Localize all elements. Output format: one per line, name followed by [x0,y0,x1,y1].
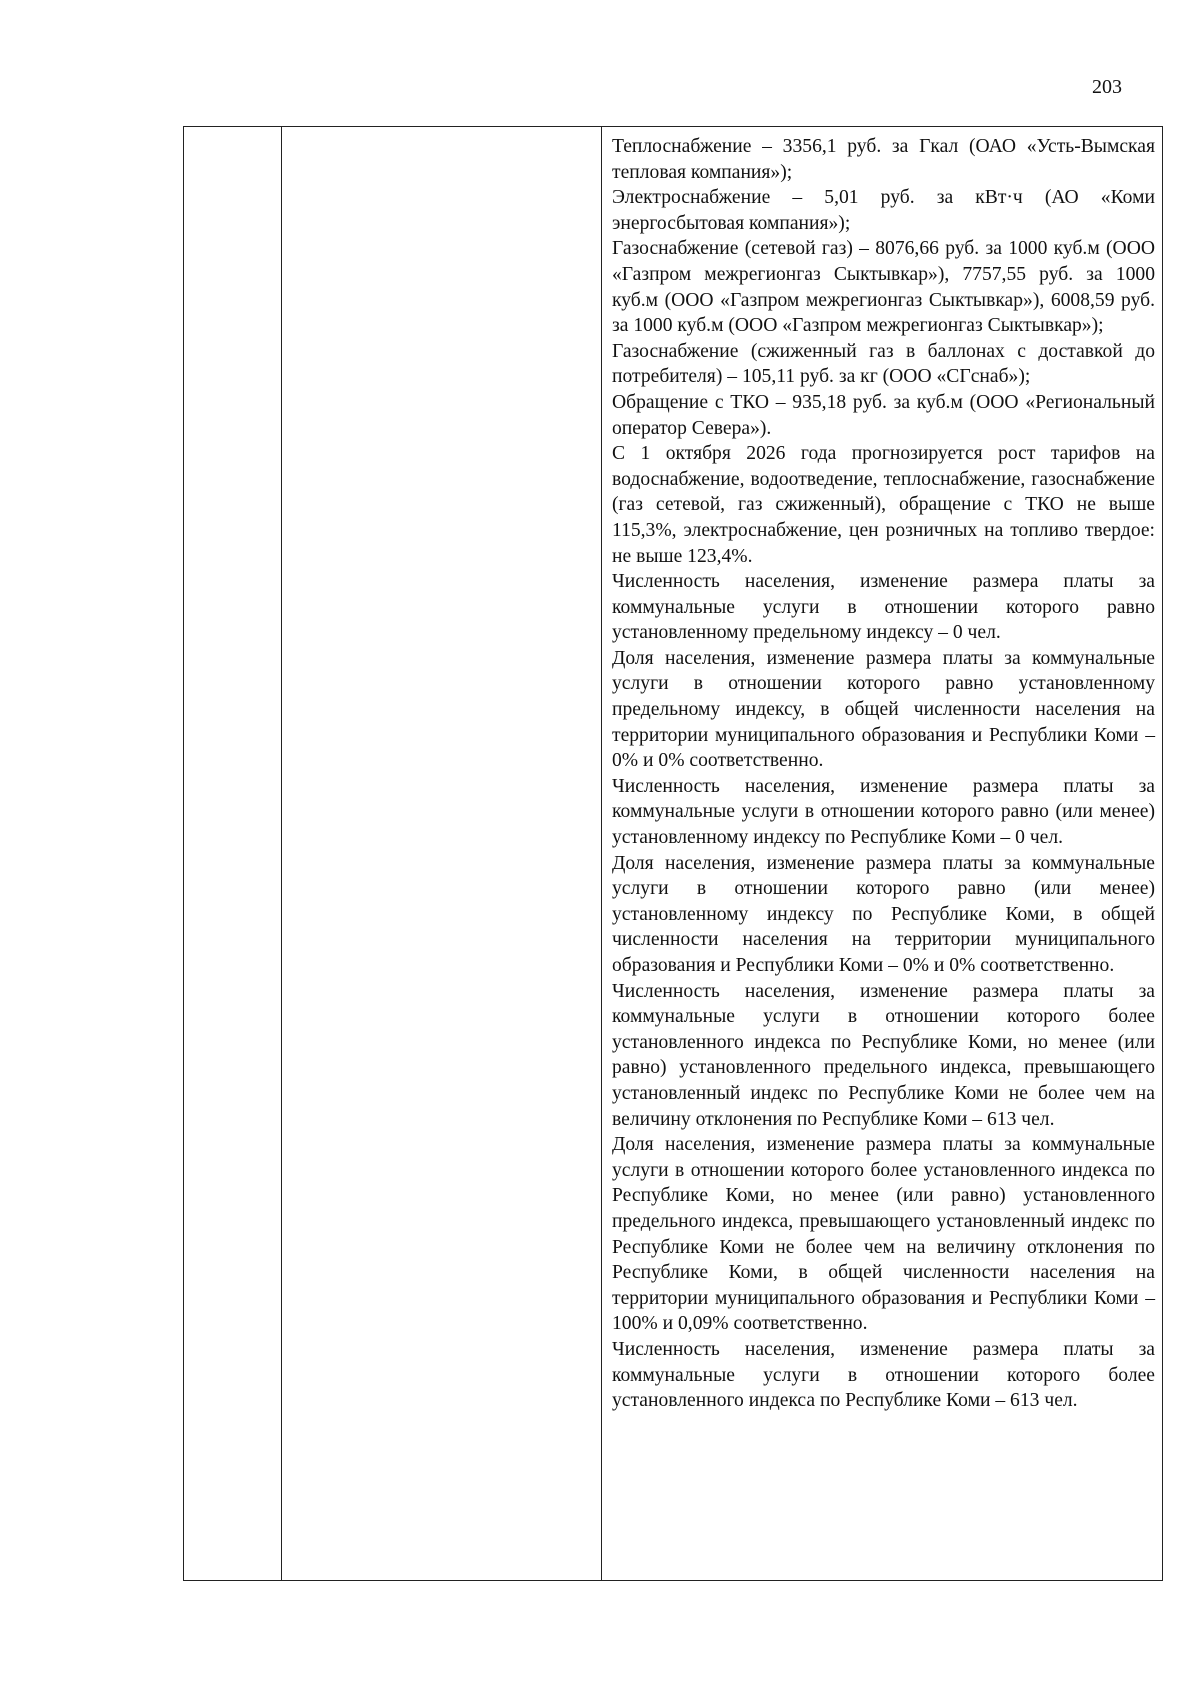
table-cell-description [602,127,1163,1581]
cell-number-text [184,127,281,134]
cell-indicator-text [282,127,601,134]
description-content [602,127,1162,1414]
document-table [183,126,1163,1581]
table-cell-number [184,127,282,1581]
paragraph-network-gas-supply: Газоснабжение (сетевой газ) – 8076,66 руб. за 1000 куб.м (ООО «Газпром межрегионгаз Сыктывкар»), 7757,55 руб. за 1000 куб.м (ООО «Газпром межрегионгаз Сыктывкар»), 6008,59 руб. за 1000 куб.м (ООО «Газпром межрегионгаз Сыктывкар»); [612,238,1155,337]
paragraph-electricity-supply: Электроснабжение – 5,01 руб. за кВт·ч (АО «Коми энергосбытовая компания»); [612,187,1155,234]
table-cell-indicator [282,127,602,1581]
paragraph-population-above-index: Численность населения, изменение размера платы за коммунальные услуги в отношении которого более установленного индекса по Республике Коми – 613 чел. [612,1338,1155,1412]
paragraph-population-at-limit-index: Численность населения, изменение размера платы за коммунальные услуги в отношении которого равно установленному предельному индексу – 0 чел. [612,571,1155,644]
paragraph-tariff-forecast: С 1 октября 2026 года прогнозируется рост тарифов на водоснабжение, водоотведение, теплоснабжение, газоснабжение (газ сетевой, газ сжиженный), обращение с ТКО не выше 115,3%, электроснабжение, цен розничных на топливо твердое: не выше 123,4%. [612,443,1155,567]
paragraph-heat-supply: Теплоснабжение – 3356,1 руб. за Гкал (ОАО «Усть-Вымская тепловая компания»); [612,136,1155,183]
page-number: 203 [1092,76,1122,98]
table-row [184,127,1163,1581]
paragraph-population-within-deviation: Численность населения, изменение размера платы за коммунальные услуги в отношении которого более установленного индекса по Республике Коми, но менее (или равно) установленного предельного индекса, превышающего установленный индекс по Республике Коми не более чем на величину отклонения по Республике Коми – 613 чел. [612,980,1155,1130]
paragraph-share-at-limit-index: Доля населения, изменение размера платы за коммунальные услуги в отношении которого равно установленному предельному индексу, в общей численности населения на территории муниципального образования и Республики Коми – 0% и 0% соответственно. [612,647,1155,772]
paragraph-share-at-or-below-index: Доля населения, изменение размера платы за коммунальные услуги в отношении которого равно (или менее) установленному индексу по Республике Коми, в общей численности населения на территории муниципального образования и Республики Коми – 0% и 0% соответственно. [612,852,1155,976]
paragraph-liquefied-gas-supply: Газоснабжение (сжиженный газ в баллонах с доставкой до потребителя) – 105,11 руб. за кг (ООО «СГснаб»); [612,340,1155,388]
paragraph-share-within-deviation: Доля населения, изменение размера платы за коммунальные услуги в отношении которого более установленного индекса по Республике Коми, но менее (или равно) установленного предельного индекса, превышающего установленный индекс по Республике Коми не более чем на величину отклонения по Республике Коми, в общей численности населения на территории муниципального образования и Республики Коми – 100% и 0,09% соответственно. [612,1134,1155,1335]
paragraph-waste-management: Обращение с ТКО – 935,18 руб. за куб.м (ООО «Региональный оператор Севера»). [612,391,1155,439]
paragraph-population-at-or-below-index: Численность населения, изменение размера платы за коммунальные услуги в отношении которого равно (или менее) установленному индексу по Республике Коми – 0 чел. [612,775,1155,849]
